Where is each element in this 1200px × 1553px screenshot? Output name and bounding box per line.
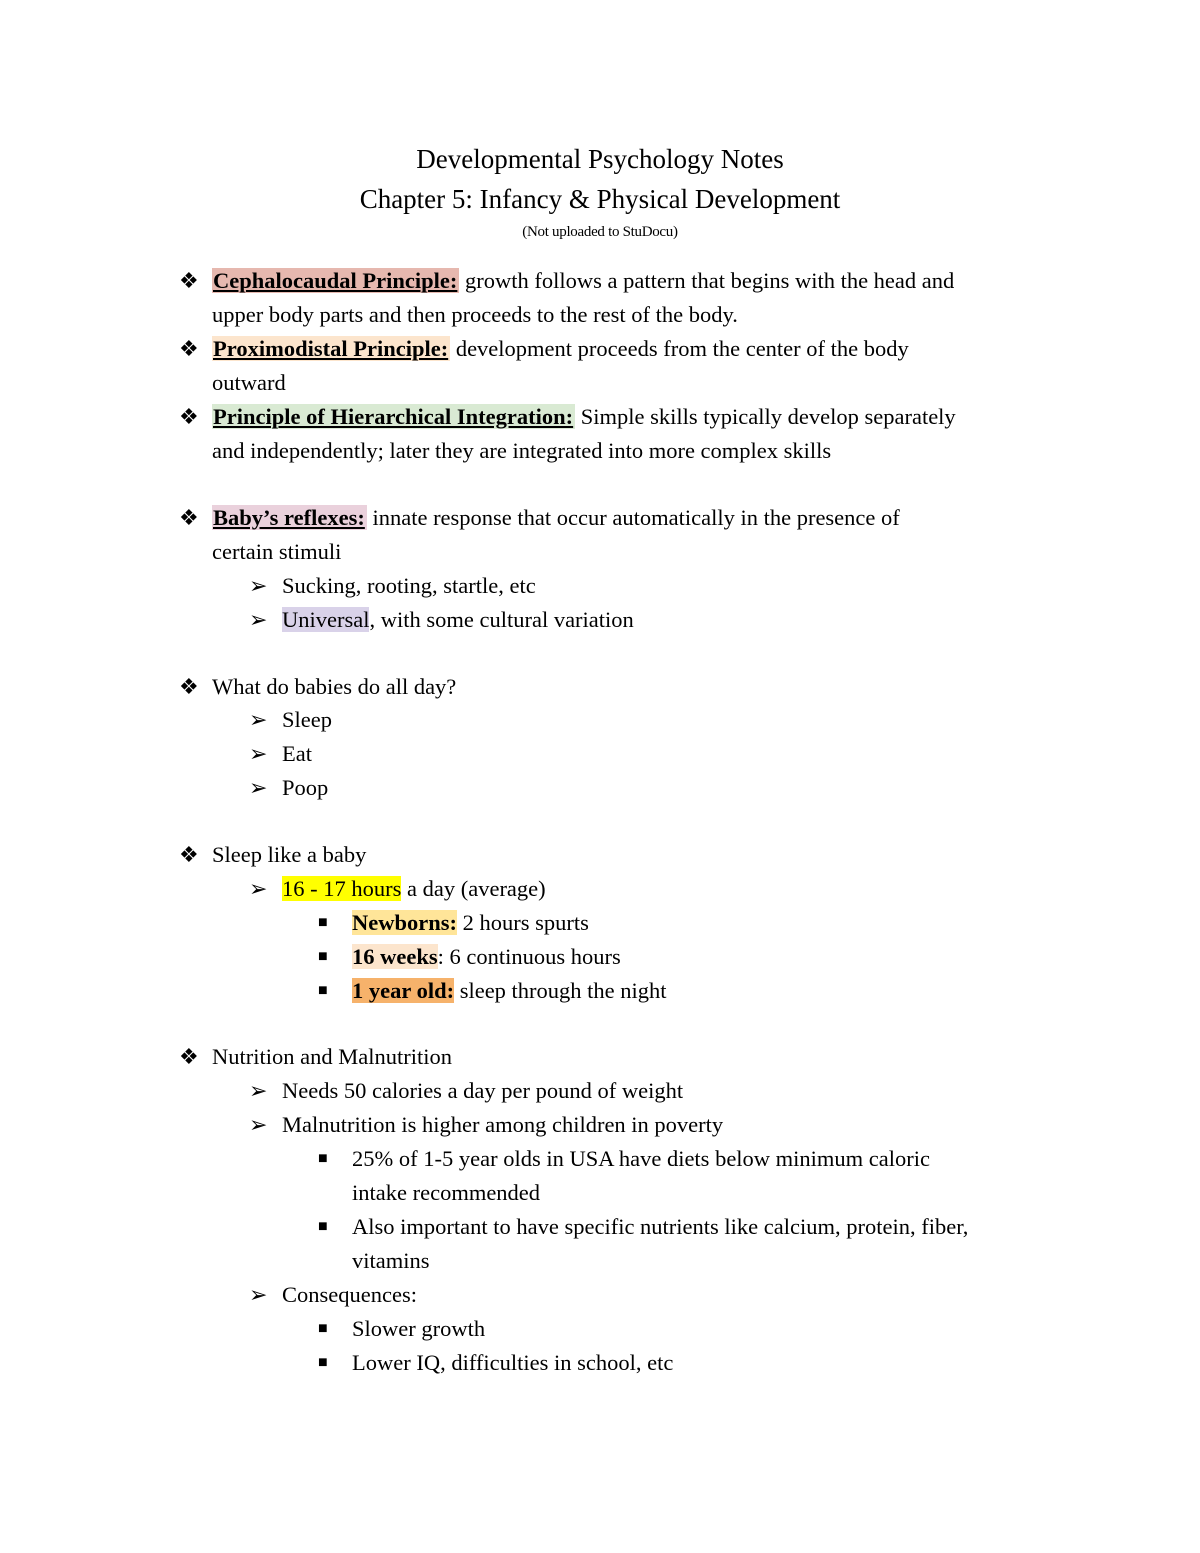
diamond-bullet-icon: ❖ — [179, 674, 199, 699]
arrow-bullet-icon: ➢ — [249, 1282, 268, 1307]
nutrition-sub-1-line-2: intake recommended — [352, 1180, 541, 1205]
diamond-bullet-icon: ❖ — [179, 268, 199, 293]
arrow-bullet-icon: ➢ — [249, 1078, 268, 1103]
reflexes-item-1: Sucking, rooting, startle, etc — [282, 573, 536, 598]
square-bullet-icon: ■ — [318, 914, 328, 931]
nutrition-sub-2-line-2: vitamins — [352, 1248, 430, 1273]
arrow-bullet-icon: ➢ — [249, 876, 268, 901]
year-term: 1 year old: — [352, 978, 455, 1003]
sleep-newborns — [352, 906, 589, 940]
consequence-1: Slower growth — [352, 1316, 486, 1341]
consequences-heading: Consequences: — [282, 1282, 417, 1307]
chapter-subtitle: Chapter 5: Infancy & Physical Development — [359, 184, 841, 214]
diamond-bullet-icon: ❖ — [179, 1044, 199, 1069]
arrow-bullet-icon: ➢ — [249, 573, 268, 598]
nutrition-item-1: Needs 50 calories a day per pound of weight — [282, 1078, 684, 1103]
square-bullet-icon: ■ — [318, 948, 328, 965]
nutrition-heading: Nutrition and Malnutrition — [212, 1044, 452, 1069]
consequence-2: Lower IQ, difficulties in school, etc — [352, 1350, 674, 1375]
babies-day-question: What do babies do all day? — [212, 674, 457, 699]
diamond-bullet-icon: ❖ — [179, 336, 199, 361]
hierarchical-line-1 — [212, 400, 956, 434]
upload-note: (Not uploaded to StuDocu) — [522, 224, 678, 240]
weeks-text: : 6 continuous hours — [437, 944, 621, 969]
universal-highlight: Universal — [282, 607, 370, 632]
hierarchical-term: Principle of Hierarchical Integration: — [213, 404, 574, 429]
weeks-term: 16 weeks — [352, 944, 438, 969]
year-text: sleep through the night — [454, 978, 667, 1003]
arrow-bullet-icon: ➢ — [249, 707, 268, 732]
square-bullet-icon: ■ — [318, 982, 328, 999]
proximodistal-line-1 — [212, 332, 909, 366]
sleep-hours — [282, 872, 546, 906]
newborns-text: 2 hours spurts — [457, 910, 589, 935]
sleep-heading: Sleep like a baby — [212, 842, 367, 867]
reflexes-item-2 — [282, 603, 634, 637]
cephalocaudal-line-2: upper body parts and then proceeds to the rest of the body. — [212, 302, 738, 327]
proximodistal-term: Proximodistal Principle: — [213, 336, 449, 361]
sleep-1-year — [352, 974, 667, 1008]
cephalocaudal-term: Cephalocaudal Principle: — [213, 268, 458, 293]
square-bullet-icon: ■ — [318, 1354, 328, 1371]
arrow-bullet-icon: ➢ — [249, 607, 268, 632]
proximodistal-line-2: outward — [212, 370, 286, 395]
arrow-bullet-icon: ➢ — [249, 775, 268, 800]
document-title: Developmental Psychology Notes — [416, 144, 784, 174]
hierarchical-line-2: and independently; later they are integrated into more complex skills — [212, 438, 832, 463]
sleep-hours-rest: a day (average) — [401, 876, 546, 901]
reflexes-term: Baby’s reflexes: — [213, 505, 365, 530]
cephalocaudal-line-1 — [212, 264, 954, 298]
reflexes-line-2: certain stimuli — [212, 539, 342, 564]
square-bullet-icon: ■ — [318, 1150, 328, 1167]
nutrition-item-2: Malnutrition is higher among children in poverty — [282, 1112, 724, 1137]
proximodistal-definition: development proceeds from the center of the body — [450, 336, 909, 361]
sleep-hours-highlight: 16 - 17 hours — [282, 876, 402, 901]
reflexes-item-2-rest: , with some cultural variation — [369, 607, 634, 632]
diamond-bullet-icon: ❖ — [179, 404, 199, 429]
hierarchical-definition: Simple skills typically develop separately — [575, 404, 956, 429]
diamond-bullet-icon: ❖ — [179, 842, 199, 867]
square-bullet-icon: ■ — [318, 1320, 328, 1337]
nutrition-sub-1-line-1: 25% of 1-5 year olds in USA have diets below minimum caloric — [352, 1146, 931, 1171]
sleep-16-weeks — [352, 940, 621, 974]
arrow-bullet-icon: ➢ — [249, 741, 268, 766]
list-item: Poop — [282, 775, 329, 800]
diamond-bullet-icon: ❖ — [179, 505, 199, 530]
list-item: Eat — [282, 741, 312, 766]
square-bullet-icon: ■ — [318, 1218, 328, 1235]
nutrition-sub-2-line-1: Also important to have specific nutrients like calcium, protein, fiber, — [352, 1214, 969, 1239]
arrow-bullet-icon: ➢ — [249, 1112, 268, 1137]
reflexes-definition: innate response that occur automatically in the presence of — [366, 505, 900, 530]
reflexes-line-1 — [212, 501, 900, 535]
cephalocaudal-definition: growth follows a pattern that begins with the head and — [459, 268, 955, 293]
newborns-term: Newborns: — [352, 910, 457, 935]
list-item: Sleep — [282, 707, 332, 732]
